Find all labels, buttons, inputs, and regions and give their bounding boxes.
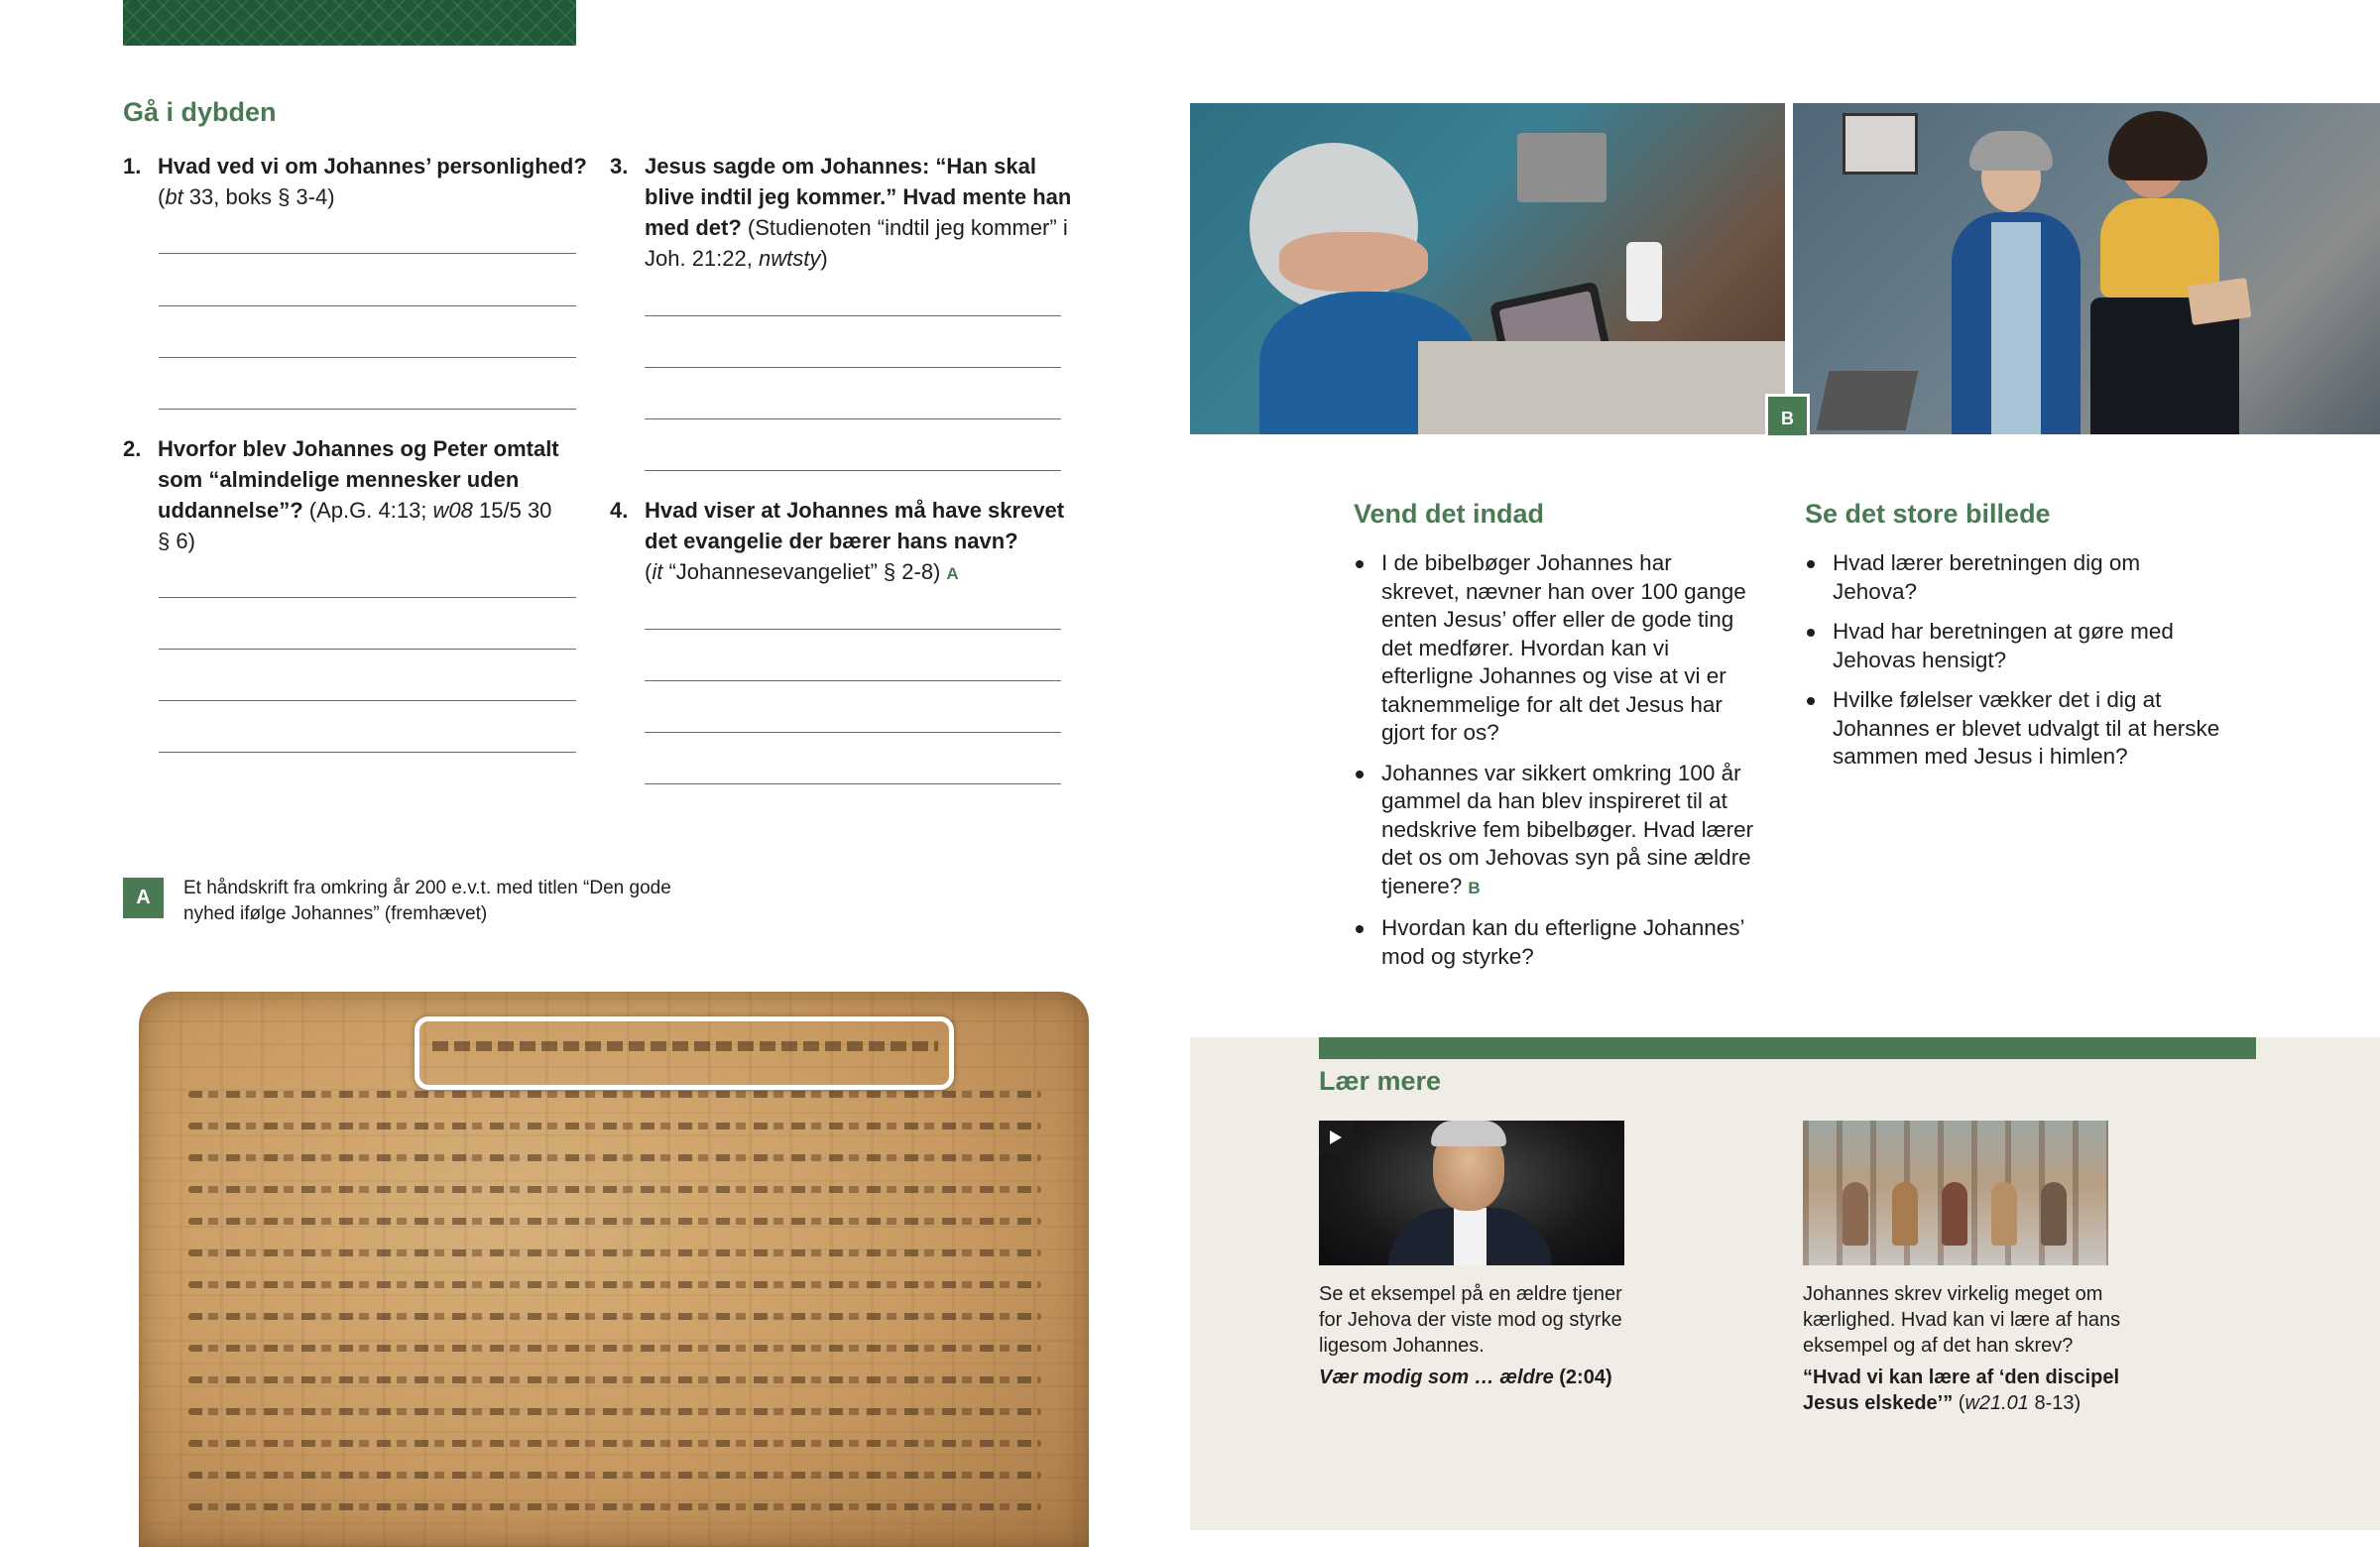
article-title[interactable]: “Hvad vi kan lære af ‘den discipel Jesus elskede’” (1803, 1367, 2120, 1414)
play-icon[interactable] (1319, 1121, 1353, 1154)
question-text: Hvad viser at Johannes må have skrevet det evangelie der bærer hans navn? (645, 498, 1065, 553)
question-4: 4. Hvad viser at Johannes må have skrevet det evangelie der bærer hans navn? (it “Johannesevangeliet” § 2-8) A (610, 495, 1076, 589)
reference-abbrev: it (652, 559, 663, 584)
list-item (1354, 549, 1755, 748)
question-number: 2. (123, 436, 142, 461)
answer-line[interactable] (645, 680, 1061, 681)
answer-line[interactable] (645, 732, 1061, 733)
question-text: Hvad ved vi om Johannes’ personlighed? (158, 154, 587, 178)
article-link[interactable]: “Hvad vi kan lære af ‘den discipel Jesus elskede’” (w21.01 8-13) (1803, 1367, 2120, 1414)
reference-abbrev: bt (165, 184, 183, 209)
video-title-link[interactable] (1319, 1365, 1646, 1390)
photo-woman-video-call (1190, 103, 1785, 434)
question-text: Hvorfor blev Johannes og Peter omtalt som “almindelige mennesker uden uddannelse”? (158, 436, 559, 523)
article-thumbnail[interactable] (1803, 1121, 2108, 1265)
list-item (1805, 686, 2221, 772)
question-3 (610, 151, 1076, 274)
article-ref-abbrev: w21.01 (1964, 1392, 2029, 1414)
list-item (1805, 618, 2221, 674)
list-item (1354, 760, 1755, 903)
list-item-text: Hvilke følelser vækker det i dig at Johannes er blevet udvalgt til at herske sammen med Jesus i himlen? (1833, 687, 2220, 769)
big-picture-list (1805, 549, 2221, 783)
question-number: 3. (610, 154, 629, 178)
section-title-learn-more: Lær mere (1319, 1066, 1442, 1096)
video-title[interactable]: Vær modig som … ældre (1319, 1367, 1554, 1388)
answer-line[interactable] (159, 752, 576, 753)
list-item (1805, 549, 2221, 606)
image-ref-badge: B (1468, 878, 1481, 897)
answer-line[interactable] (159, 253, 576, 254)
question-2 (123, 433, 559, 556)
decorative-banner (123, 0, 576, 46)
video-thumbnail[interactable] (1319, 1121, 1624, 1265)
answer-line[interactable] (645, 470, 1061, 471)
caption-text: Et håndskrift fra omkring år 200 e.v.t. med titlen “Den gode nyhed ifølge Johannes” (fremhævet) (183, 878, 671, 924)
photo-badge: B (1765, 394, 1810, 438)
answer-line[interactable] (159, 649, 576, 650)
answer-line[interactable] (645, 783, 1061, 784)
answer-line[interactable] (645, 629, 1061, 630)
answer-line[interactable] (645, 367, 1061, 368)
list-item-text: Hvad har beretningen at gøre med Jehovas hensigt? (1833, 619, 2174, 672)
list-item-text: Hvad lærer beretningen dig om Jehova? (1833, 550, 2141, 604)
section-title-deep-dive: Gå i dybden (123, 97, 277, 127)
reference-text: (Studienoten “indtil jeg kommer” i Joh. 21:22, (645, 215, 1068, 271)
manuscript-script-lines (188, 1091, 1041, 1535)
turn-inward-list (1354, 549, 1755, 983)
caption-badge: A (123, 878, 164, 918)
article-ref-pages: 8-13) (2028, 1392, 2082, 1414)
answer-line[interactable] (159, 305, 576, 306)
reference-text: (Ap.G. 4:13; (302, 498, 427, 523)
image-ref-badge: A (946, 564, 959, 583)
answer-line[interactable] (159, 597, 576, 598)
video-duration: (2:04) (1553, 1367, 1612, 1388)
list-item-text: Hvordan kan du efterligne Johannes’ mod og styrke? (1381, 915, 1744, 969)
question-number: 1. (123, 154, 142, 178)
reference-abbrev: nwtsty (759, 246, 821, 271)
question-text: Jesus sagde om Johannes: “Han skal blive indtil jeg kommer.” Hvad mente han med det? (645, 154, 1072, 240)
list-item (1354, 914, 1755, 971)
answer-line[interactable] (645, 418, 1061, 419)
reference-text: ) (820, 246, 828, 271)
learn-more-bar (1319, 1037, 2256, 1059)
reference-text: 33, boks § 3-4) (182, 184, 335, 209)
section-title-turn-inward: Vend det indad (1354, 499, 1545, 529)
section-title-big-picture: Se det store billede (1805, 499, 2051, 529)
reference-text: “Johannesevangeliet” § 2-8) (662, 559, 941, 584)
answer-line[interactable] (159, 409, 576, 410)
reference-abbrev: w08 (432, 498, 473, 523)
article-block (1803, 1281, 2140, 1416)
question-1: 1. Hvad ved vi om Johannes’ personlighed? (bt 33, boks § 3-4) (123, 151, 589, 212)
reference-text: 15/5 30 § 6) (158, 498, 552, 553)
answer-line[interactable] (645, 315, 1061, 316)
list-item-text: I de bibelbøger Johannes har skrevet, nævner han over 100 gange enten Jesus’ offer eller de gode ting det medfører. Hvordan kan vi efterligne Johannes og vise at vi er taknemmelige for alt det Jesus har gjort for os? (1381, 550, 1746, 745)
article-description: Johannes skrev virkelig meget om kærlighed. Hvad kan vi lære af hans eksempel og af det han skrev? (1803, 1283, 2121, 1357)
video-description: Se et eksempel på en ældre tjener for Jehova der viste mod og styrke ligesom Johannes. (1319, 1283, 1622, 1357)
list-item-text: Johannes var sikkert omkring 100 år gammel da han blev inspireret til at nedskrive fem bibelbøger. Hvad lærer det os om Jehovas syn på sine ældre tjenere? (1381, 760, 1754, 898)
video-block (1319, 1281, 1646, 1390)
manuscript-title-highlight (415, 1016, 954, 1090)
answer-line[interactable] (159, 700, 576, 701)
question-number: 4. (610, 498, 629, 523)
photo-women-greeting (1793, 103, 2380, 434)
answer-line[interactable] (159, 357, 576, 358)
